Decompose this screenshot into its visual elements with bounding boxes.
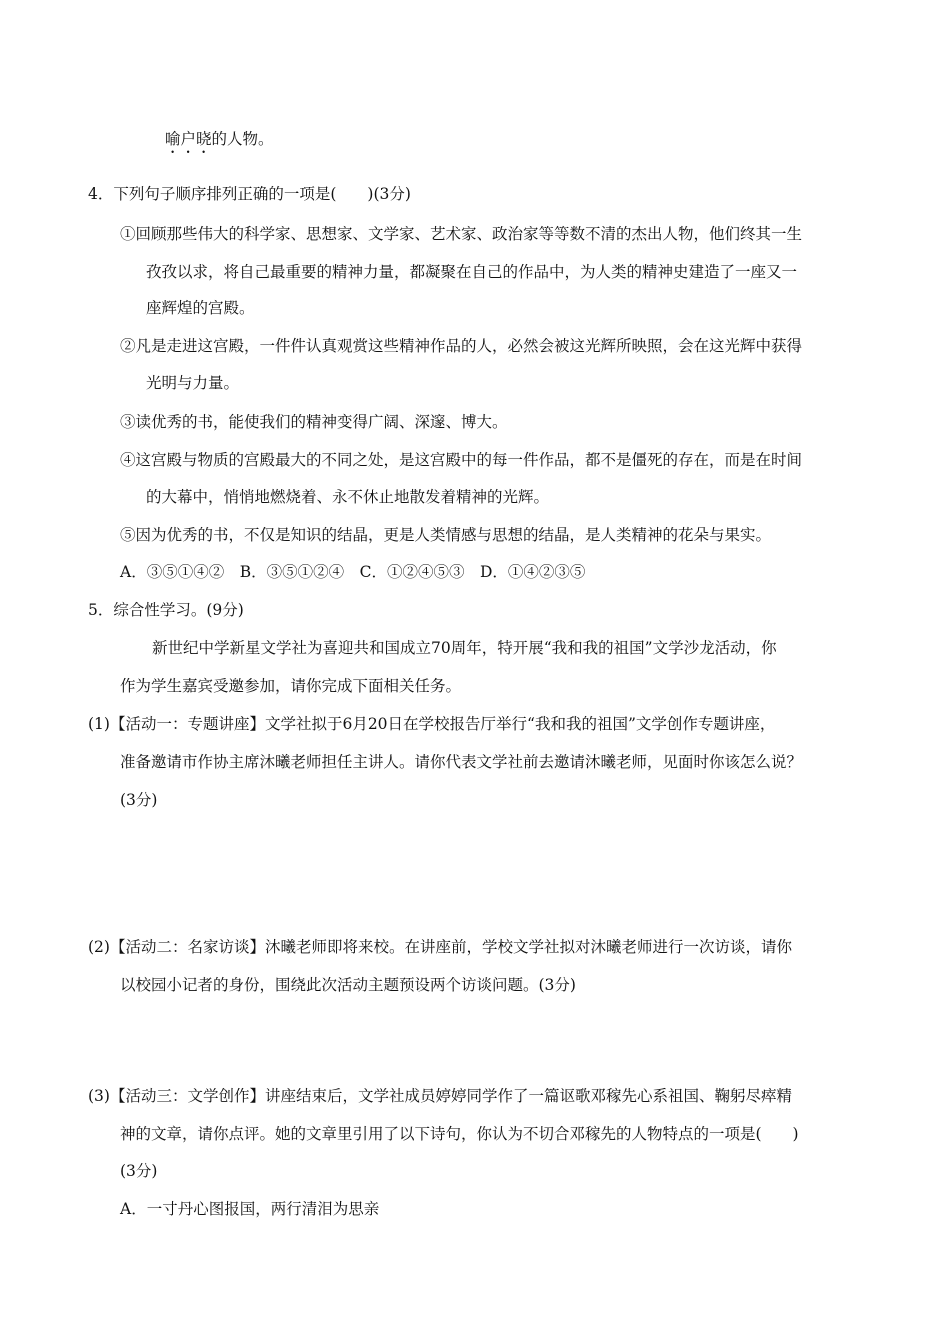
emphasized-text: 喻户晓 bbox=[165, 130, 212, 148]
activity-2-line-2: 以校园小记者的身份，围绕此次活动主题预设两个访谈问题。(3分) bbox=[120, 976, 576, 994]
question-3-tail-text: 的人物。 bbox=[211, 130, 274, 148]
sentence-2-line-2: 光明与力量。 bbox=[146, 374, 240, 392]
sentence-2-line-1: ②凡是走进这宫殿，一件件认真观赏这些精神作品的人，必然会被这光辉所映照，会在这光辉中获得 bbox=[120, 337, 803, 355]
sentence-1-line-1: ①回顾那些伟大的科学家、思想家、文学家、艺术家、政治家等等数不清的杰出人物，他们终其一生 bbox=[120, 225, 803, 243]
question-4-options: A．③⑤①④② B．③⑤①②④ C．①②④⑤③ D．①④②③⑤ bbox=[120, 563, 586, 581]
activity-1-line-1: (1)【活动一：专题讲座】文学社拟于6月20日在学校报告厅举行“我和我的祖国”文学创作专题讲座， bbox=[88, 715, 776, 733]
sentence-3: ③读优秀的书，能使我们的精神变得广阔、深邃、博大。 bbox=[120, 413, 508, 431]
question-4-stem: 4．下列句子顺序排列正确的一项是( )(3分) bbox=[88, 185, 411, 203]
sentence-4-line-2: 的大幕中，悄悄地燃烧着、永不休止地散发着精神的光辉。 bbox=[146, 488, 550, 506]
activity-3-line-1: (3)【活动三：文学创作】讲座结束后，文学社成员婷婷同学作了一篇讴歌邓稼先心系祖国、鞠躬尽瘁精 bbox=[88, 1087, 792, 1105]
activity-2-line-1: (2)【活动二：名家访谈】沐曦老师即将来校。在讲座前，学校文学社拟对沐曦老师进行一次访谈，请你 bbox=[88, 938, 792, 956]
activity-3-option-a: A．一寸丹心图报国，两行清泪为思亲 bbox=[120, 1200, 380, 1218]
activity-3-line-3: (3分) bbox=[120, 1162, 158, 1180]
question-5-intro-line-2: 作为学生嘉宾受邀参加，请你完成下面相关任务。 bbox=[120, 677, 462, 695]
sentence-5: ⑤因为优秀的书，不仅是知识的结晶，更是人类情感与思想的结晶，是人类精神的花朵与果实。 bbox=[120, 526, 772, 544]
question-5-stem: 5．综合性学习。(9分) bbox=[88, 601, 244, 619]
sentence-4-line-1: ④这宫殿与物质的宫殿最大的不同之处，是这宫殿中的每一件作品，都不是僵死的存在，而是在时间 bbox=[120, 451, 803, 469]
question-5-intro-line-1: 新世纪中学新星文学社为喜迎共和国成立70周年，特开展“我和我的祖国”文学沙龙活动，你 bbox=[152, 639, 777, 657]
activity-1-line-2: 准备邀请市作协主席沐曦老师担任主讲人。请你代表文学社前去邀请沐曦老师，见面时你该怎么说？ bbox=[120, 753, 803, 771]
sentence-1-line-2: 孜孜以求，将自己最重要的精神力量，都凝聚在自己的作品中，为人类的精神史建造了一座又一 bbox=[146, 263, 798, 281]
sentence-1-line-3: 座辉煌的宫殿。 bbox=[146, 299, 255, 317]
activity-1-line-3: (3分) bbox=[120, 791, 158, 809]
activity-3-line-2: 神的文章，请你点评。她的文章里引用了以下诗句，你认为不切合邓稼先的人物特点的一项是( ) bbox=[120, 1125, 799, 1143]
question-3-tail bbox=[165, 129, 274, 157]
